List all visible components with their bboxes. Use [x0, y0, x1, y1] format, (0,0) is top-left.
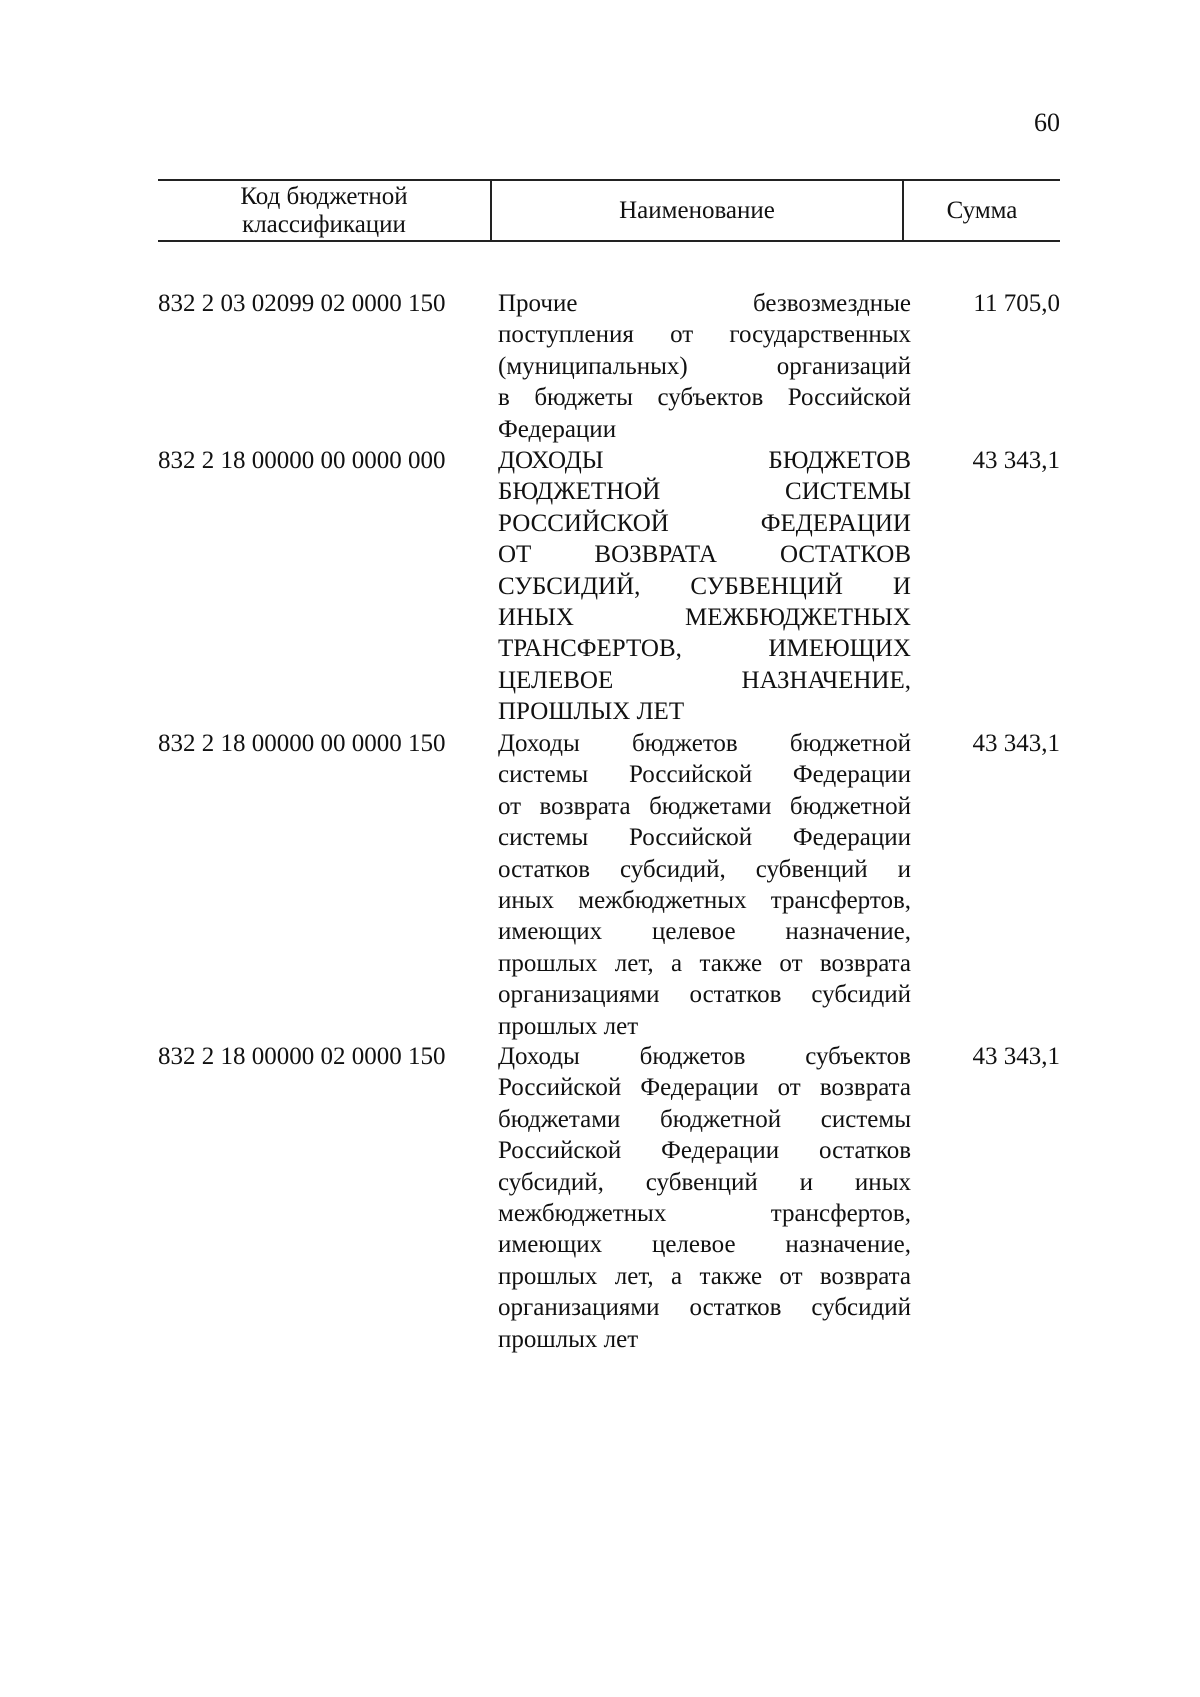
row-name-line: ТРАНСФЕРТОВ, ИМЕЮЩИХ: [498, 635, 911, 663]
table-header: [158, 179, 1060, 242]
row-name-line: Прочие безвозмездные: [498, 290, 911, 317]
row-sum: 43 343,1: [972, 1043, 1060, 1070]
row-name-line: системы Российской Федерации: [498, 824, 911, 852]
row-sum: 43 343,1: [972, 730, 1060, 757]
row-name-line: прошлых лет: [498, 1325, 639, 1353]
header-code: Код бюджетной классификации: [240, 182, 408, 238]
row-name-line: прошлых лет, а также от возврата: [498, 1262, 911, 1290]
row-name-line: (муниципальных) организаций: [498, 352, 911, 380]
row-name-line: Доходы бюджетов бюджетной: [498, 730, 911, 757]
row-name-line: СУБСИДИЙ, СУБВЕНЦИЙ И: [498, 572, 911, 600]
row-name-line: системы Российской Федерации: [498, 761, 911, 789]
row-code: 832 2 18 00000 00 0000 000: [158, 447, 446, 474]
row-name: [498, 445, 911, 728]
row-name-line: поступления от государственных: [498, 321, 911, 349]
row-name-line: субсидий, субвенций и иных: [498, 1168, 911, 1196]
row-name-line: Российской Федерации от возврата: [498, 1074, 911, 1102]
row-code: 832 2 18 00000 00 0000 150: [158, 730, 446, 757]
row-name-line: от возврата бюджетами бюджетной: [498, 792, 911, 820]
row-name-line: БЮДЖЕТНОЙ СИСТЕМЫ: [498, 478, 911, 506]
row-name-line: бюджетами бюджетной системы: [498, 1105, 911, 1133]
row-name-line: Федерации: [498, 415, 617, 443]
row-name-line: Доходы бюджетов субъектов: [498, 1043, 911, 1070]
row-name-line: ЦЕЛЕВОЕ НАЗНАЧЕНИЕ,: [498, 666, 911, 694]
row-name-line: остатков субсидий, субвенций и: [498, 855, 911, 883]
row-name: [498, 728, 911, 1042]
row-name-line: организациями остатков субсидий: [498, 1294, 911, 1322]
row-sum: 43 343,1: [972, 447, 1060, 474]
row-name-line: ОТ ВОЗВРАТА ОСТАТКОВ: [498, 541, 911, 569]
row-name-line: межбюджетных трансфертов,: [498, 1200, 911, 1228]
row-name: [498, 1041, 911, 1355]
header-name: Наименование: [490, 181, 904, 240]
row-name-line: Российской Федерации остатков: [498, 1137, 911, 1165]
row-code: 832 2 18 00000 02 0000 150: [158, 1043, 446, 1070]
row-code: 832 2 03 02099 02 0000 150: [158, 290, 446, 317]
row-name-line: ПРОШЛЫХ ЛЕТ: [498, 698, 685, 726]
row-name-line: прошлых лет, а также от возврата: [498, 949, 911, 977]
row-name-line: организациями остатков субсидий: [498, 981, 911, 1009]
page-number: 60: [1034, 108, 1060, 137]
row-name: [498, 288, 911, 445]
row-name-line: имеющих целевое назначение,: [498, 1231, 911, 1259]
row-name-line: имеющих целевое назначение,: [498, 918, 911, 946]
row-name-line: прошлых лет: [498, 1012, 639, 1040]
header-sum: Сумма: [946, 196, 1018, 224]
row-name-line: в бюджеты субъектов Российской: [498, 384, 911, 412]
row-name-line: иных межбюджетных трансфертов,: [498, 887, 911, 915]
row-sum: 11 705,0: [973, 290, 1060, 317]
row-name-line: ИНЫХ МЕЖБЮДЖЕТНЫХ: [498, 604, 911, 632]
row-name-line: ДОХОДЫ БЮДЖЕТОВ: [498, 447, 911, 474]
row-name-line: РОССИЙСКОЙ ФЕДЕРАЦИИ: [498, 509, 911, 537]
